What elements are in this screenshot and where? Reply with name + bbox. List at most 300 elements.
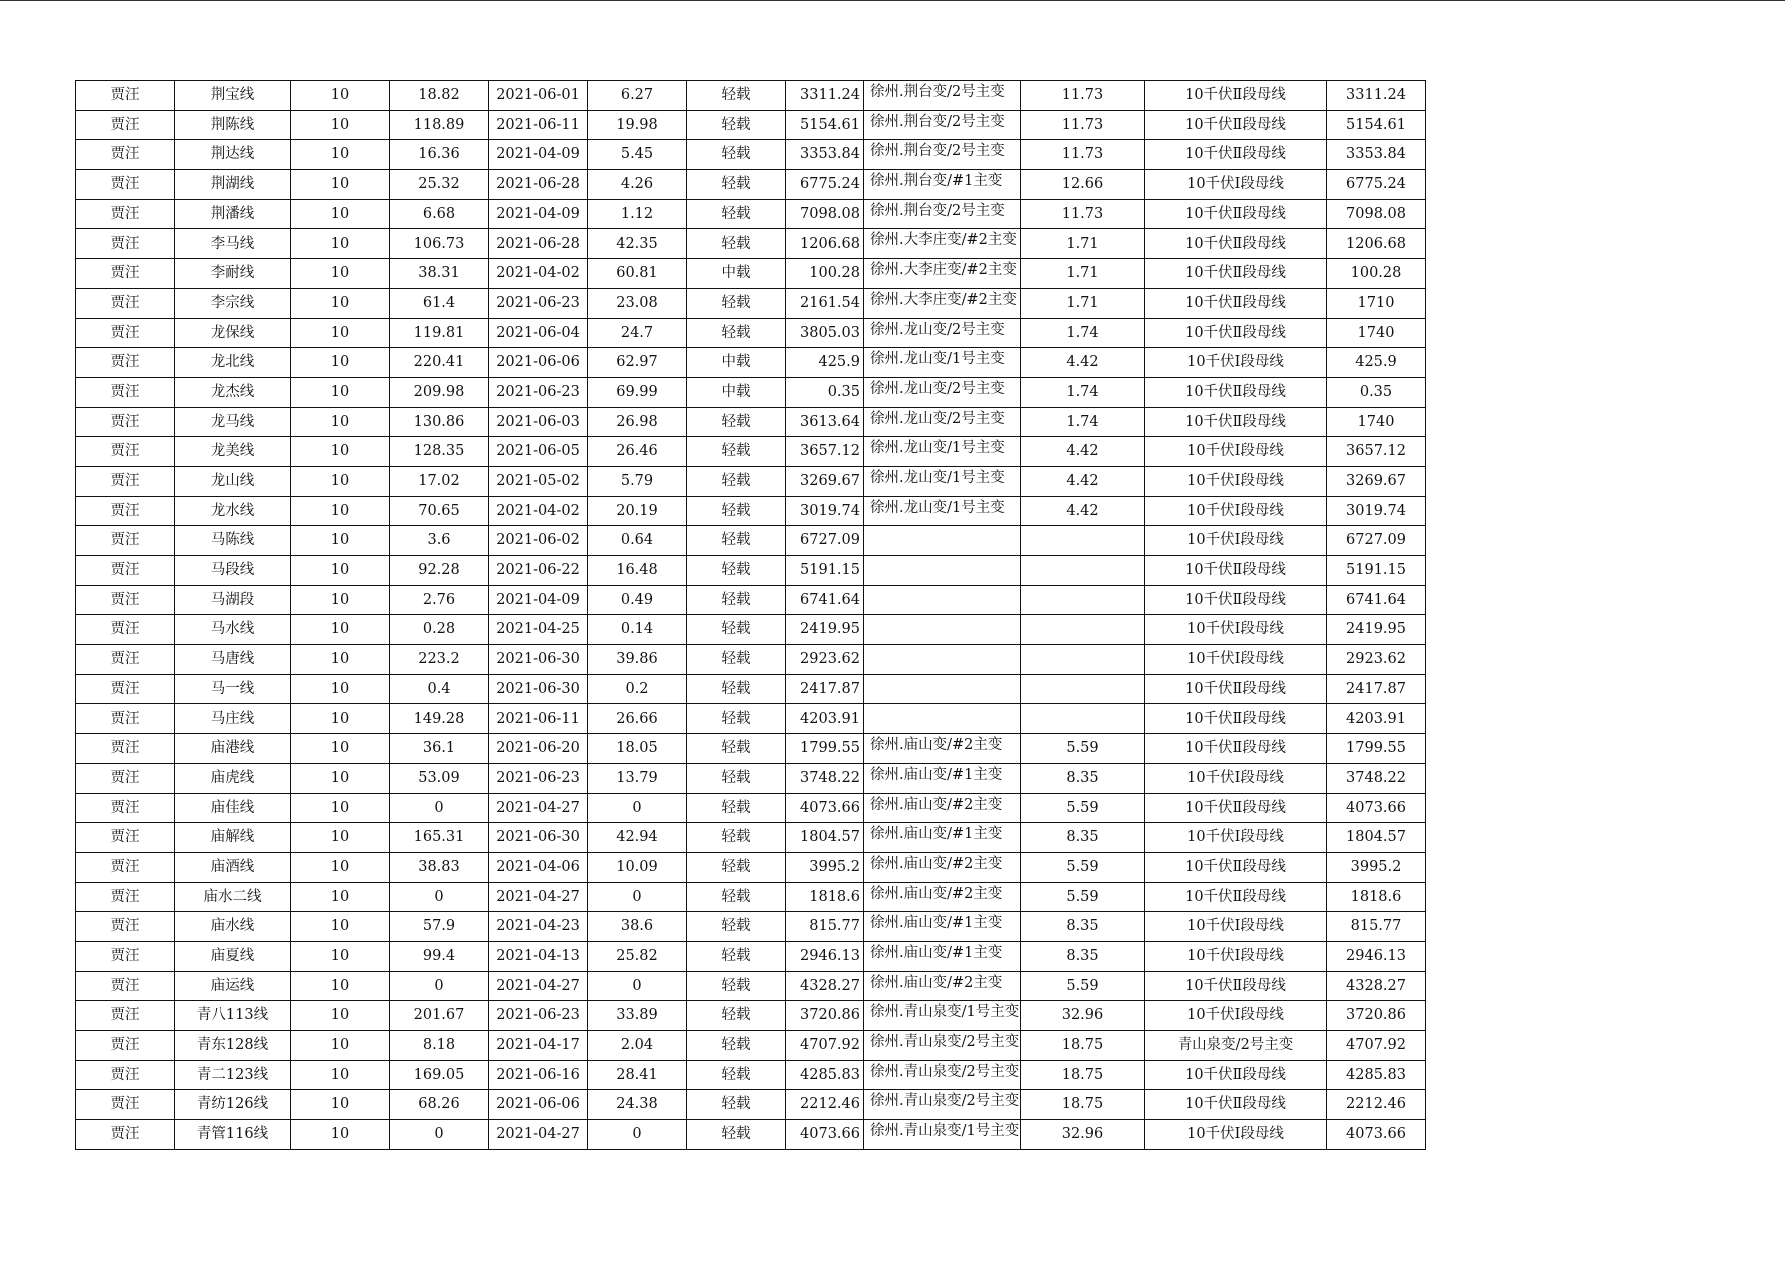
capacity-cell: 3720.86 bbox=[786, 1001, 864, 1031]
line-name-cell: 庙水二线 bbox=[175, 882, 291, 912]
capacity-cell: 3657.12 bbox=[786, 437, 864, 467]
load-value-cell: 92.28 bbox=[390, 556, 489, 586]
table-row bbox=[76, 674, 1426, 704]
voltage-cell: 10 bbox=[291, 823, 390, 853]
load-value-cell: 53.09 bbox=[390, 763, 489, 793]
available-capacity-cell: 815.77 bbox=[1327, 912, 1426, 942]
load-value-cell: 57.9 bbox=[390, 912, 489, 942]
voltage-cell: 10 bbox=[291, 466, 390, 496]
load-rate-cell: 23.08 bbox=[588, 288, 687, 318]
substation-transformer-cell bbox=[864, 556, 1021, 586]
voltage-cell: 10 bbox=[291, 199, 390, 229]
district-cell: 贾汪 bbox=[76, 793, 175, 823]
line-name-cell: 青管116线 bbox=[175, 1120, 291, 1150]
transformer-margin-cell: 1.71 bbox=[1021, 288, 1145, 318]
capacity-cell: 3805.03 bbox=[786, 318, 864, 348]
load-rate-cell: 5.45 bbox=[588, 140, 687, 170]
voltage-cell: 10 bbox=[291, 1090, 390, 1120]
date-cell: 2021-06-11 bbox=[489, 704, 588, 734]
line-name-cell: 庙虎线 bbox=[175, 763, 291, 793]
available-capacity-cell: 2946.13 bbox=[1327, 941, 1426, 971]
load-rate-cell: 25.82 bbox=[588, 941, 687, 971]
load-rate-cell: 1.12 bbox=[588, 199, 687, 229]
line-name-cell: 庙水线 bbox=[175, 912, 291, 942]
available-capacity-cell: 1740 bbox=[1327, 318, 1426, 348]
table-row bbox=[76, 1001, 1426, 1031]
load-rate-cell: 26.66 bbox=[588, 704, 687, 734]
date-cell: 2021-04-27 bbox=[489, 882, 588, 912]
busbar-cell: 10千伏Ⅱ段母线 bbox=[1145, 407, 1327, 437]
date-cell: 2021-04-25 bbox=[489, 615, 588, 645]
available-capacity-cell: 4073.66 bbox=[1327, 793, 1426, 823]
date-cell: 2021-04-13 bbox=[489, 941, 588, 971]
date-cell: 2021-06-28 bbox=[489, 170, 588, 200]
load-value-cell: 25.32 bbox=[390, 170, 489, 200]
voltage-cell: 10 bbox=[291, 556, 390, 586]
load-status-cell: 轻载 bbox=[687, 199, 786, 229]
available-capacity-cell: 3019.74 bbox=[1327, 496, 1426, 526]
available-capacity-cell: 3269.67 bbox=[1327, 466, 1426, 496]
busbar-cell: 10千伏Ⅰ段母线 bbox=[1145, 912, 1327, 942]
line-name-cell: 青二123线 bbox=[175, 1060, 291, 1090]
table-row bbox=[76, 407, 1426, 437]
capacity-cell: 2946.13 bbox=[786, 941, 864, 971]
transformer-margin-cell bbox=[1021, 585, 1145, 615]
load-value-cell: 119.81 bbox=[390, 318, 489, 348]
substation-transformer-cell: 徐州.荆台变/2号主变 bbox=[864, 110, 1021, 140]
table-row bbox=[76, 882, 1426, 912]
voltage-cell: 10 bbox=[291, 140, 390, 170]
line-name-cell: 庙酒线 bbox=[175, 852, 291, 882]
load-value-cell: 36.1 bbox=[390, 734, 489, 764]
voltage-cell: 10 bbox=[291, 1031, 390, 1061]
voltage-cell: 10 bbox=[291, 704, 390, 734]
substation-transformer-cell: 徐州.龙山变/2号主变 bbox=[864, 318, 1021, 348]
capacity-cell: 4073.66 bbox=[786, 793, 864, 823]
date-cell: 2021-05-02 bbox=[489, 466, 588, 496]
available-capacity-cell: 1710 bbox=[1327, 288, 1426, 318]
date-cell: 2021-06-06 bbox=[489, 348, 588, 378]
district-cell: 贾汪 bbox=[76, 348, 175, 378]
transformer-margin-cell: 11.73 bbox=[1021, 140, 1145, 170]
capacity-cell: 425.9 bbox=[786, 348, 864, 378]
load-value-cell: 6.68 bbox=[390, 199, 489, 229]
busbar-cell: 10千伏Ⅱ段母线 bbox=[1145, 852, 1327, 882]
table-row bbox=[76, 1090, 1426, 1120]
date-cell: 2021-06-23 bbox=[489, 1001, 588, 1031]
load-rate-cell: 33.89 bbox=[588, 1001, 687, 1031]
table-row bbox=[76, 526, 1426, 556]
transformer-margin-cell: 1.74 bbox=[1021, 377, 1145, 407]
voltage-cell: 10 bbox=[291, 348, 390, 378]
load-status-cell: 轻载 bbox=[687, 140, 786, 170]
voltage-cell: 10 bbox=[291, 170, 390, 200]
district-cell: 贾汪 bbox=[76, 1031, 175, 1061]
busbar-cell: 10千伏Ⅱ段母线 bbox=[1145, 674, 1327, 704]
busbar-cell: 10千伏Ⅰ段母线 bbox=[1145, 615, 1327, 645]
busbar-cell: 10千伏Ⅱ段母线 bbox=[1145, 81, 1327, 111]
substation-transformer-cell: 徐州.青山泉变/2号主变 bbox=[864, 1031, 1021, 1061]
voltage-cell: 10 bbox=[291, 259, 390, 289]
busbar-cell: 10千伏Ⅱ段母线 bbox=[1145, 793, 1327, 823]
load-status-cell: 轻载 bbox=[687, 407, 786, 437]
date-cell: 2021-06-30 bbox=[489, 823, 588, 853]
capacity-cell: 4285.83 bbox=[786, 1060, 864, 1090]
load-rate-cell: 0 bbox=[588, 882, 687, 912]
load-rate-cell: 2.04 bbox=[588, 1031, 687, 1061]
capacity-cell: 4328.27 bbox=[786, 971, 864, 1001]
date-cell: 2021-06-02 bbox=[489, 526, 588, 556]
busbar-cell: 10千伏Ⅰ段母线 bbox=[1145, 1001, 1327, 1031]
district-cell: 贾汪 bbox=[76, 941, 175, 971]
voltage-cell: 10 bbox=[291, 645, 390, 675]
load-value-cell: 2.76 bbox=[390, 585, 489, 615]
table-row bbox=[76, 585, 1426, 615]
table-row bbox=[76, 823, 1426, 853]
load-value-cell: 38.31 bbox=[390, 259, 489, 289]
voltage-cell: 10 bbox=[291, 229, 390, 259]
transformer-margin-cell: 18.75 bbox=[1021, 1060, 1145, 1090]
load-status-cell: 轻载 bbox=[687, 288, 786, 318]
load-status-cell: 轻载 bbox=[687, 1001, 786, 1031]
table-row bbox=[76, 793, 1426, 823]
substation-transformer-cell: 徐州.庙山变/#2主变 bbox=[864, 882, 1021, 912]
substation-transformer-cell: 徐州.荆台变/2号主变 bbox=[864, 199, 1021, 229]
load-rate-cell: 0.49 bbox=[588, 585, 687, 615]
load-rate-cell: 0.14 bbox=[588, 615, 687, 645]
voltage-cell: 10 bbox=[291, 526, 390, 556]
capacity-cell: 4073.66 bbox=[786, 1120, 864, 1150]
voltage-cell: 10 bbox=[291, 110, 390, 140]
load-rate-cell: 24.38 bbox=[588, 1090, 687, 1120]
load-status-cell: 轻载 bbox=[687, 1090, 786, 1120]
substation-transformer-cell bbox=[864, 526, 1021, 556]
table-row bbox=[76, 259, 1426, 289]
busbar-cell: 10千伏Ⅱ段母线 bbox=[1145, 259, 1327, 289]
district-cell: 贾汪 bbox=[76, 1060, 175, 1090]
voltage-cell: 10 bbox=[291, 1060, 390, 1090]
transformer-margin-cell: 1.74 bbox=[1021, 318, 1145, 348]
date-cell: 2021-06-22 bbox=[489, 556, 588, 586]
district-cell: 贾汪 bbox=[76, 734, 175, 764]
load-rate-cell: 10.09 bbox=[588, 852, 687, 882]
date-cell: 2021-04-27 bbox=[489, 971, 588, 1001]
available-capacity-cell: 2212.46 bbox=[1327, 1090, 1426, 1120]
district-cell: 贾汪 bbox=[76, 170, 175, 200]
load-value-cell: 106.73 bbox=[390, 229, 489, 259]
transformer-margin-cell: 5.59 bbox=[1021, 852, 1145, 882]
substation-transformer-cell: 徐州.大李庄变/#2主变 bbox=[864, 259, 1021, 289]
load-status-cell: 中载 bbox=[687, 377, 786, 407]
available-capacity-cell: 4203.91 bbox=[1327, 704, 1426, 734]
capacity-cell: 3748.22 bbox=[786, 763, 864, 793]
substation-transformer-cell: 徐州.庙山变/#2主变 bbox=[864, 734, 1021, 764]
load-value-cell: 201.67 bbox=[390, 1001, 489, 1031]
line-name-cell: 马一线 bbox=[175, 674, 291, 704]
busbar-cell: 10千伏Ⅰ段母线 bbox=[1145, 645, 1327, 675]
date-cell: 2021-06-20 bbox=[489, 734, 588, 764]
line-name-cell: 李宗线 bbox=[175, 288, 291, 318]
load-rate-cell: 0 bbox=[588, 1120, 687, 1150]
table-row bbox=[76, 1120, 1426, 1150]
transformer-margin-cell: 4.42 bbox=[1021, 437, 1145, 467]
line-name-cell: 龙保线 bbox=[175, 318, 291, 348]
substation-transformer-cell: 徐州.庙山变/#1主变 bbox=[864, 763, 1021, 793]
load-value-cell: 99.4 bbox=[390, 941, 489, 971]
load-value-cell: 128.35 bbox=[390, 437, 489, 467]
voltage-cell: 10 bbox=[291, 912, 390, 942]
date-cell: 2021-06-23 bbox=[489, 377, 588, 407]
transformer-margin-cell: 1.71 bbox=[1021, 229, 1145, 259]
load-rate-cell: 0 bbox=[588, 793, 687, 823]
load-value-cell: 16.36 bbox=[390, 140, 489, 170]
transformer-margin-cell: 8.35 bbox=[1021, 941, 1145, 971]
load-rate-cell: 62.97 bbox=[588, 348, 687, 378]
line-name-cell: 马段线 bbox=[175, 556, 291, 586]
table-row bbox=[76, 912, 1426, 942]
load-value-cell: 3.6 bbox=[390, 526, 489, 556]
district-cell: 贾汪 bbox=[76, 110, 175, 140]
capacity-cell: 6727.09 bbox=[786, 526, 864, 556]
load-status-cell: 轻载 bbox=[687, 81, 786, 111]
substation-transformer-cell: 徐州.荆台变/#1主变 bbox=[864, 170, 1021, 200]
district-cell: 贾汪 bbox=[76, 615, 175, 645]
district-cell: 贾汪 bbox=[76, 645, 175, 675]
load-rate-cell: 39.86 bbox=[588, 645, 687, 675]
voltage-cell: 10 bbox=[291, 882, 390, 912]
district-cell: 贾汪 bbox=[76, 140, 175, 170]
load-status-cell: 轻载 bbox=[687, 645, 786, 675]
busbar-cell: 10千伏Ⅱ段母线 bbox=[1145, 318, 1327, 348]
district-cell: 贾汪 bbox=[76, 1090, 175, 1120]
load-status-cell: 轻载 bbox=[687, 229, 786, 259]
voltage-cell: 10 bbox=[291, 437, 390, 467]
transformer-margin-cell: 12.66 bbox=[1021, 170, 1145, 200]
line-name-cell: 李耐线 bbox=[175, 259, 291, 289]
available-capacity-cell: 5191.15 bbox=[1327, 556, 1426, 586]
voltage-cell: 10 bbox=[291, 81, 390, 111]
busbar-cell: 10千伏Ⅱ段母线 bbox=[1145, 229, 1327, 259]
substation-transformer-cell: 徐州.荆台变/2号主变 bbox=[864, 140, 1021, 170]
transformer-margin-cell: 8.35 bbox=[1021, 912, 1145, 942]
capacity-cell: 815.77 bbox=[786, 912, 864, 942]
capacity-cell: 100.28 bbox=[786, 259, 864, 289]
capacity-cell: 4707.92 bbox=[786, 1031, 864, 1061]
load-status-cell: 轻载 bbox=[687, 437, 786, 467]
line-name-cell: 马唐线 bbox=[175, 645, 291, 675]
substation-transformer-cell bbox=[864, 645, 1021, 675]
table-row bbox=[76, 1031, 1426, 1061]
feeder-load-table bbox=[75, 80, 1426, 1150]
table-row bbox=[76, 1060, 1426, 1090]
district-cell: 贾汪 bbox=[76, 585, 175, 615]
available-capacity-cell: 7098.08 bbox=[1327, 199, 1426, 229]
voltage-cell: 10 bbox=[291, 734, 390, 764]
available-capacity-cell: 0.35 bbox=[1327, 377, 1426, 407]
load-rate-cell: 16.48 bbox=[588, 556, 687, 586]
capacity-cell: 4203.91 bbox=[786, 704, 864, 734]
load-status-cell: 轻载 bbox=[687, 971, 786, 1001]
transformer-margin-cell: 11.73 bbox=[1021, 199, 1145, 229]
load-value-cell: 0 bbox=[390, 1120, 489, 1150]
date-cell: 2021-06-30 bbox=[489, 645, 588, 675]
load-rate-cell: 38.6 bbox=[588, 912, 687, 942]
available-capacity-cell: 6775.24 bbox=[1327, 170, 1426, 200]
transformer-margin-cell: 32.96 bbox=[1021, 1120, 1145, 1150]
load-status-cell: 轻载 bbox=[687, 882, 786, 912]
load-rate-cell: 5.79 bbox=[588, 466, 687, 496]
load-rate-cell: 18.05 bbox=[588, 734, 687, 764]
table-row bbox=[76, 941, 1426, 971]
line-name-cell: 荆宝线 bbox=[175, 81, 291, 111]
transformer-margin-cell bbox=[1021, 615, 1145, 645]
district-cell: 贾汪 bbox=[76, 199, 175, 229]
load-status-cell: 轻载 bbox=[687, 763, 786, 793]
available-capacity-cell: 3748.22 bbox=[1327, 763, 1426, 793]
load-value-cell: 0.4 bbox=[390, 674, 489, 704]
transformer-margin-cell: 11.73 bbox=[1021, 110, 1145, 140]
transformer-margin-cell bbox=[1021, 526, 1145, 556]
load-value-cell: 169.05 bbox=[390, 1060, 489, 1090]
substation-transformer-cell bbox=[864, 615, 1021, 645]
load-value-cell: 70.65 bbox=[390, 496, 489, 526]
load-rate-cell: 4.26 bbox=[588, 170, 687, 200]
load-status-cell: 轻载 bbox=[687, 526, 786, 556]
line-name-cell: 龙杰线 bbox=[175, 377, 291, 407]
load-value-cell: 0.28 bbox=[390, 615, 489, 645]
busbar-cell: 10千伏Ⅰ段母线 bbox=[1145, 466, 1327, 496]
load-rate-cell: 0.2 bbox=[588, 674, 687, 704]
load-rate-cell: 26.98 bbox=[588, 407, 687, 437]
busbar-cell: 10千伏Ⅱ段母线 bbox=[1145, 971, 1327, 1001]
available-capacity-cell: 1740 bbox=[1327, 407, 1426, 437]
voltage-cell: 10 bbox=[291, 763, 390, 793]
voltage-cell: 10 bbox=[291, 941, 390, 971]
voltage-cell: 10 bbox=[291, 318, 390, 348]
load-status-cell: 轻载 bbox=[687, 1031, 786, 1061]
capacity-cell: 5154.61 bbox=[786, 110, 864, 140]
capacity-cell: 7098.08 bbox=[786, 199, 864, 229]
available-capacity-cell: 425.9 bbox=[1327, 348, 1426, 378]
load-status-cell: 轻载 bbox=[687, 585, 786, 615]
load-rate-cell: 28.41 bbox=[588, 1060, 687, 1090]
available-capacity-cell: 4328.27 bbox=[1327, 971, 1426, 1001]
voltage-cell: 10 bbox=[291, 615, 390, 645]
transformer-margin-cell: 18.75 bbox=[1021, 1090, 1145, 1120]
load-rate-cell: 13.79 bbox=[588, 763, 687, 793]
voltage-cell: 10 bbox=[291, 1120, 390, 1150]
table-row bbox=[76, 199, 1426, 229]
load-value-cell: 17.02 bbox=[390, 466, 489, 496]
load-status-cell: 轻载 bbox=[687, 941, 786, 971]
capacity-cell: 2161.54 bbox=[786, 288, 864, 318]
substation-transformer-cell bbox=[864, 704, 1021, 734]
available-capacity-cell: 5154.61 bbox=[1327, 110, 1426, 140]
table-body bbox=[76, 81, 1426, 1150]
line-name-cell: 马陈线 bbox=[175, 526, 291, 556]
district-cell: 贾汪 bbox=[76, 556, 175, 586]
load-value-cell: 61.4 bbox=[390, 288, 489, 318]
load-value-cell: 0 bbox=[390, 882, 489, 912]
district-cell: 贾汪 bbox=[76, 674, 175, 704]
available-capacity-cell: 2417.87 bbox=[1327, 674, 1426, 704]
load-status-cell: 轻载 bbox=[687, 1060, 786, 1090]
substation-transformer-cell: 徐州.龙山变/1号主变 bbox=[864, 496, 1021, 526]
busbar-cell: 青山泉变/2号主变 bbox=[1145, 1031, 1327, 1061]
load-rate-cell: 69.99 bbox=[588, 377, 687, 407]
district-cell: 贾汪 bbox=[76, 882, 175, 912]
date-cell: 2021-06-04 bbox=[489, 318, 588, 348]
load-status-cell: 轻载 bbox=[687, 1120, 786, 1150]
transformer-margin-cell: 11.73 bbox=[1021, 81, 1145, 111]
line-name-cell: 李马线 bbox=[175, 229, 291, 259]
district-cell: 贾汪 bbox=[76, 852, 175, 882]
date-cell: 2021-04-09 bbox=[489, 585, 588, 615]
table-row bbox=[76, 466, 1426, 496]
load-status-cell: 轻载 bbox=[687, 823, 786, 853]
line-name-cell: 庙运线 bbox=[175, 971, 291, 1001]
district-cell: 贾汪 bbox=[76, 437, 175, 467]
substation-transformer-cell: 徐州.庙山变/#2主变 bbox=[864, 852, 1021, 882]
capacity-cell: 3995.2 bbox=[786, 852, 864, 882]
busbar-cell: 10千伏Ⅰ段母线 bbox=[1145, 941, 1327, 971]
transformer-margin-cell: 4.42 bbox=[1021, 348, 1145, 378]
load-value-cell: 149.28 bbox=[390, 704, 489, 734]
line-name-cell: 庙港线 bbox=[175, 734, 291, 764]
table-row bbox=[76, 229, 1426, 259]
transformer-margin-cell: 5.59 bbox=[1021, 793, 1145, 823]
line-name-cell: 荆潘线 bbox=[175, 199, 291, 229]
table-row bbox=[76, 348, 1426, 378]
load-value-cell: 118.89 bbox=[390, 110, 489, 140]
load-status-cell: 轻载 bbox=[687, 674, 786, 704]
capacity-cell: 3353.84 bbox=[786, 140, 864, 170]
available-capacity-cell: 100.28 bbox=[1327, 259, 1426, 289]
load-status-cell: 轻载 bbox=[687, 793, 786, 823]
load-status-cell: 中载 bbox=[687, 259, 786, 289]
transformer-margin-cell: 5.59 bbox=[1021, 734, 1145, 764]
date-cell: 2021-06-03 bbox=[489, 407, 588, 437]
voltage-cell: 10 bbox=[291, 377, 390, 407]
substation-transformer-cell: 徐州.龙山变/1号主变 bbox=[864, 437, 1021, 467]
available-capacity-cell: 4707.92 bbox=[1327, 1031, 1426, 1061]
capacity-cell: 2923.62 bbox=[786, 645, 864, 675]
substation-transformer-cell: 徐州.庙山变/#1主变 bbox=[864, 823, 1021, 853]
load-status-cell: 中载 bbox=[687, 348, 786, 378]
district-cell: 贾汪 bbox=[76, 823, 175, 853]
transformer-margin-cell: 5.59 bbox=[1021, 971, 1145, 1001]
capacity-cell: 1206.68 bbox=[786, 229, 864, 259]
substation-transformer-cell: 徐州.庙山变/#1主变 bbox=[864, 912, 1021, 942]
capacity-cell: 6741.64 bbox=[786, 585, 864, 615]
load-value-cell: 223.2 bbox=[390, 645, 489, 675]
table-row bbox=[76, 318, 1426, 348]
date-cell: 2021-04-02 bbox=[489, 496, 588, 526]
capacity-cell: 3311.24 bbox=[786, 81, 864, 111]
voltage-cell: 10 bbox=[291, 971, 390, 1001]
table-row bbox=[76, 437, 1426, 467]
available-capacity-cell: 2419.95 bbox=[1327, 615, 1426, 645]
table-row bbox=[76, 496, 1426, 526]
district-cell: 贾汪 bbox=[76, 496, 175, 526]
capacity-cell: 2212.46 bbox=[786, 1090, 864, 1120]
table-row bbox=[76, 971, 1426, 1001]
busbar-cell: 10千伏Ⅱ段母线 bbox=[1145, 1090, 1327, 1120]
load-value-cell: 0 bbox=[390, 793, 489, 823]
table-row bbox=[76, 615, 1426, 645]
date-cell: 2021-06-30 bbox=[489, 674, 588, 704]
date-cell: 2021-04-09 bbox=[489, 140, 588, 170]
